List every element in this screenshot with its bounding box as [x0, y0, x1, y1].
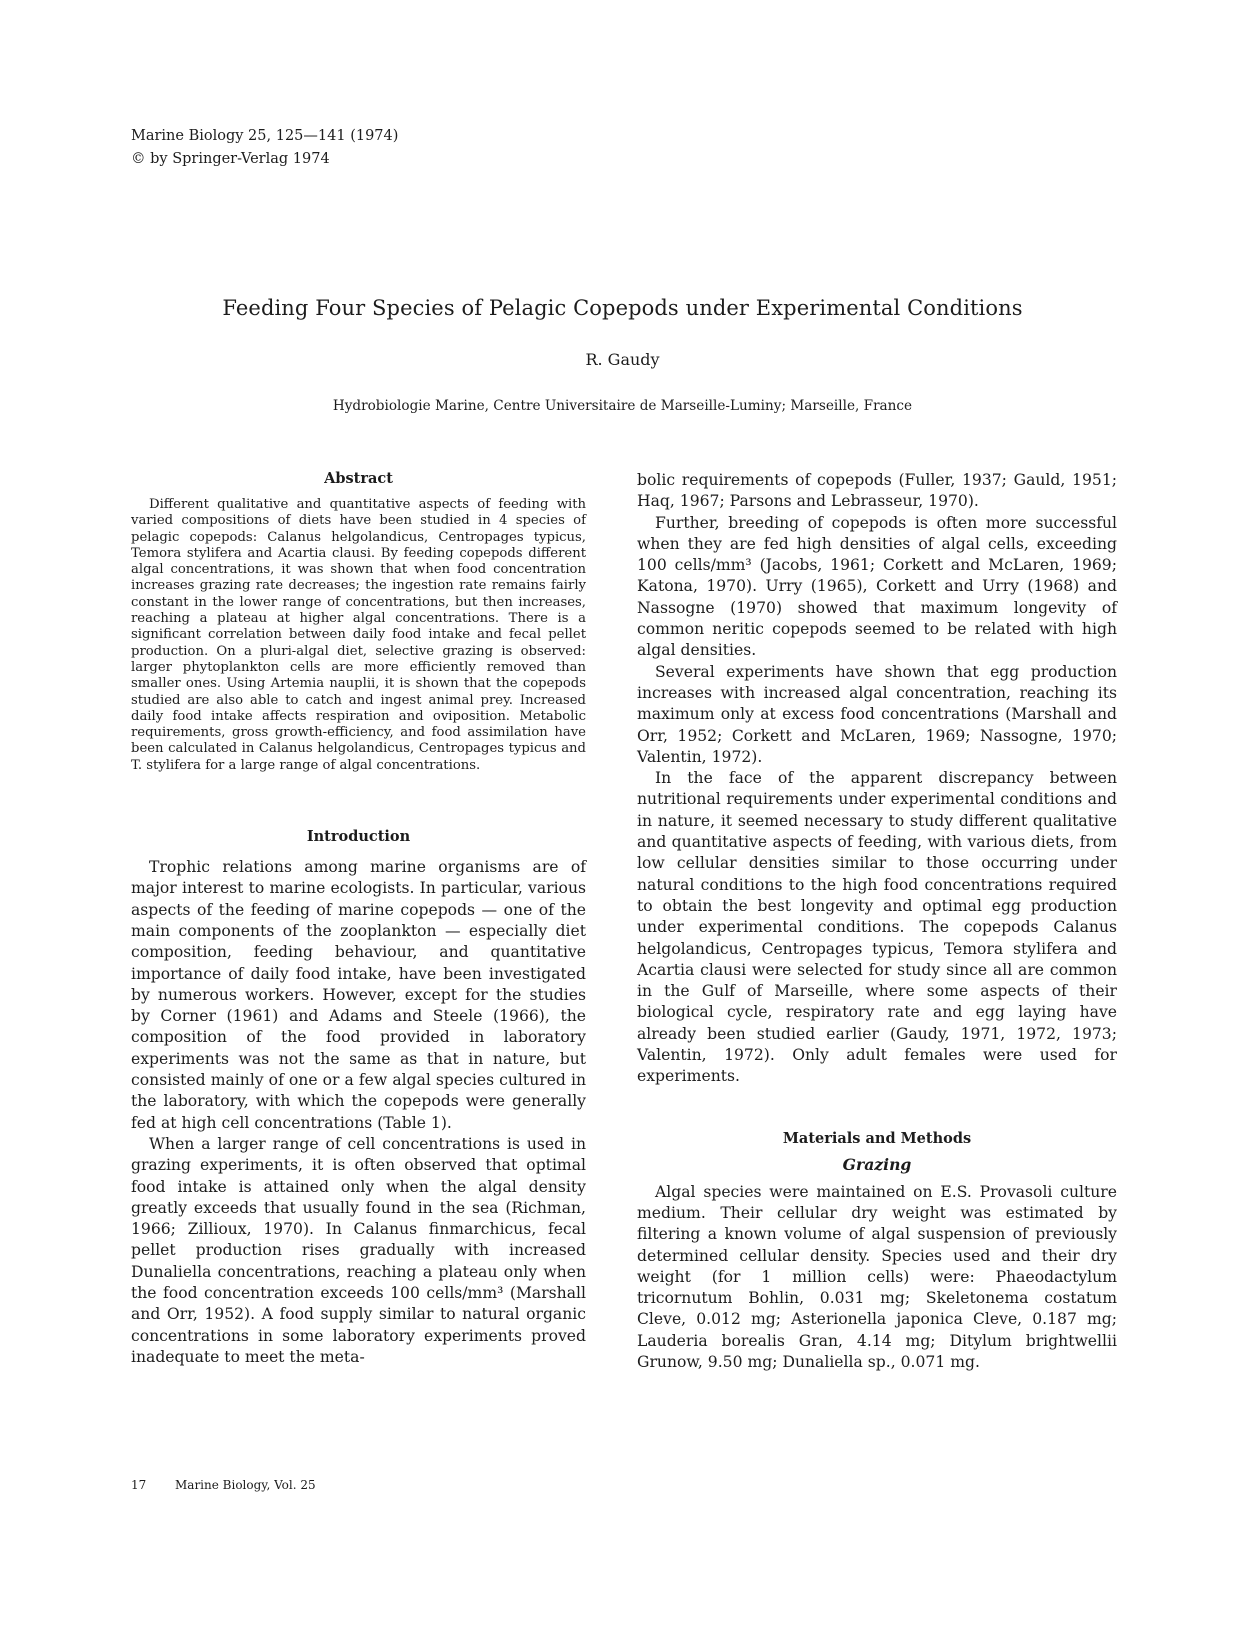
paper-title: Feeding Four Species of Pelagic Copepods under Experimental Conditions: [222, 296, 1023, 321]
right-column: [637, 470, 1117, 1373]
author-affiliation: Hydrobiologie Marine, Centre Universitaire de Marseille-Luminy; Marseille, France: [332, 398, 913, 414]
abstract-heading: Abstract: [324, 470, 393, 487]
author-name: R. Gaudy: [585, 350, 660, 369]
grazing-subheading: Grazing: [842, 1154, 912, 1174]
methods-paragraph-1: Algal species were maintained on E.S. Provasoli culture medium. Their cellular dry weight was estimated by filtering a known volume of algal suspension of previously determined cellular density. Species used and their dry weight (for 1 million cells) were: Phaeodactylum tricornutum Bohlin, 0.031 mg; Skeletonema costatum Cleve, 0.012 mg; Asterionella japonica Cleve, 0.187 mg; Lauderia borealis Gran, 4.14 mg; Ditylum brightwellii Grunow, 9.50 mg; Dunaliella sp., 0.071 mg.: [637, 1182, 1117, 1371]
journal-citation: Marine Biology 25, 125—141 (1974): [131, 128, 399, 144]
page-number: 17: [131, 1478, 147, 1492]
footer-journal: Marine Biology, Vol. 25: [175, 1478, 316, 1492]
intro-paragraph-5: Several experiments have shown that egg production increases with increased algal concentration, reaching its maximum only at excess food concentrations (Marshall and Orr, 1952; Corkett and McLaren, 1969; Nassogne, 1970; Valentin, 1972).: [637, 662, 1117, 766]
left-column: [131, 470, 586, 1368]
abstract-text: Different qualitative and quantitative aspects of feeding with varied compositions of diets have been studied in 4 species of pelagic copepods: Calanus helgolandicus, Centropages typicus, Temora stylifera and Acartia clausi. By feeding copepods different algal concentrations, it was shown that when food concentration increases grazing rate decreases; the ingestion rate remains fairly constant in the lower range of concentrations, but then increases, reaching a plateau at higher algal concentrations. There is a significant correlation between daily food intake and fecal pellet production. On a pluri-algal diet, selective grazing is observed: larger phytoplankton cells are more efficiently removed than smaller ones. Using Artemia nauplii, it is shown that the copepods studied are also able to catch and ingest animal prey. Increased daily food intake affects respiration and oviposition. Metabolic requirements, gross growth-efficiency, and food assimilation have been calculated in Calanus helgolandicus, Centropages typicus and T. stylifera for a large range of algal concentrations.: [131, 497, 586, 773]
intro-paragraph-1: Trophic relations among marine organisms are of major interest to marine ecologists. In particular, various aspects of the feeding of marine copepods — one of the main components of the zooplankton — especially diet composition, feeding behaviour, and quantitative importance of daily food intake, have been investigated by numerous workers. However, except for the studies by Corner (1961) and Adams and Steele (1966), the composition of the food provided in laboratory experiments was not the same as that in nature, but consisted mainly of one or a few algal species cultured in the laboratory, with which the copepods were generally fed at high cell concentrations (Table 1).: [131, 858, 586, 1132]
intro-paragraph-4: Further, breeding of copepods is often more successful when they are fed high densities of algal cells, exceeding 100 cells/mm³ (Jacobs, 1961; Corkett and McLaren, 1969; Katona, 1970). Urry (1965), Corkett and Urry (1968) and Nassogne (1970) showed that maximum longevity of common neritic copepods seemed to be related with high algal densities.: [637, 513, 1117, 660]
intro-paragraph-6: In the face of the apparent discrepancy between nutritional requirements under experimental conditions and in nature, it seemed necessary to study different qualitative and quantitative aspects of feeding, with various diets, from low cellular densities similar to those occurring under natural conditions to the high food concentrations required to obtain the best longevity and optimal egg production under experimental conditions. The copepods Calanus helgolandicus, Centropages typicus, Temora stylifera and Acartia clausi were selected for study since all are common in the Gulf of Marseille, where some aspects of their biological cycle, respiratory rate and egg laying have already been studied earlier (Gaudy, 1971, 1972, 1973; Valentin, 1972). Only adult females were used for experiments.: [637, 769, 1117, 1086]
page-footer: [131, 1478, 316, 1492]
copyright-line: © by Springer-Verlag 1974: [131, 151, 330, 167]
intro-paragraph-2: When a larger range of cell concentrations is used in grazing experiments, it is often observed that optimal food intake is attained only when the algal density greatly exceeds that usually found in the sea (Richman, 1966; Zillioux, 1970). In Calanus finmarchicus, fecal pellet production rises gradually with increased Dunaliella concentrations, reaching a plateau only when the food concentration exceeds 100 cells/mm³ (Marshall and Orr, 1952). A food supply similar to natural organic concentrations in some laboratory experiments proved inadequate to meet the meta-: [131, 1134, 586, 1366]
introduction-heading: Introduction: [306, 828, 411, 846]
intro-paragraph-3: bolic requirements of copepods (Fuller, 1937; Gauld, 1951; Haq, 1967; Parsons and Lebrasseur, 1970).: [637, 471, 1117, 511]
methods-heading: Materials and Methods: [782, 1129, 972, 1147]
